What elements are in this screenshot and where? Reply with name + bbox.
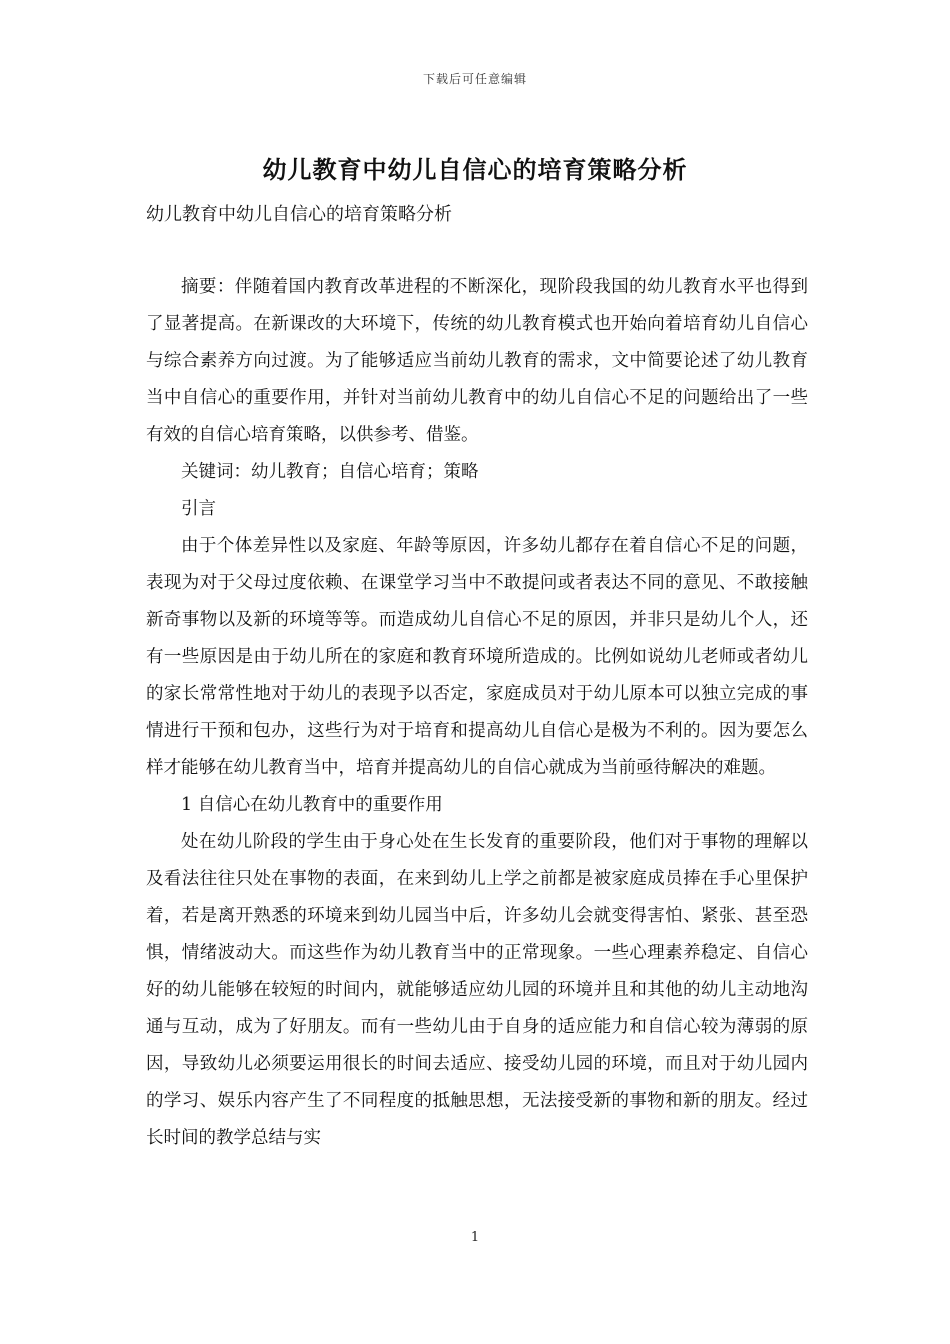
section-1-paragraph: 处在幼儿阶段的学生由于身心处在生长发育的重要阶段，他们对于事物的理解以及看法往往只处在事物的表面，在来到幼儿上学之前都是被家庭成员捧在手心里保护着，若是离开熟悉的环境来到幼儿园当中后，许多幼儿会就变得害怕、紧张、甚至恐惧，情绪波动大。而这些作为幼儿教育当中的正常现象。一些心理素养稳定、自信心好的幼儿能够在较短的时间内，就能够适应幼儿园的环境并且和其他的幼儿主动地沟通与互动，成为了好朋友。而有一些幼儿由于自身的适应能力和自信心较为薄弱的原因，导致幼儿必须要运用很长的时间去适应、接受幼儿园的环境，而且对于幼儿园内的学习、娱乐内容产生了不同程度的抵触思想，无法接受新的事物和新的朋友。经过长时间的教学总结与实 <box>146 832 808 1148</box>
introduction-heading: 引言 <box>181 499 216 519</box>
page-number: 1 <box>470 1230 480 1245</box>
abstract-paragraph: 摘要：伴随着国内教育改革进程的不断深化，现阶段我国的幼儿教育水平也得到了显著提高。在新课改的大环境下，传统的幼儿教育模式也开始向着培育幼儿自信心与综合素养方向过渡。为了能够适应当前幼儿教育的需求，文中简要论述了幼儿教育当中自信心的重要作用，并针对当前幼儿教育中的幼儿自信心不足的问题给出了一些有效的自信心培育策略，以供参考、借鉴。 <box>146 277 808 445</box>
section-1-heading: 1 自信心在幼儿教育中的重要作用 <box>181 795 443 815</box>
document-subtitle: 幼儿教育中幼儿自信心的培育策略分析 <box>146 204 452 225</box>
document-title: 幼儿教育中幼儿自信心的培育策略分析 <box>262 156 688 184</box>
header-note: 下载后可任意编辑 <box>422 72 527 86</box>
document-body <box>146 269 808 1157</box>
introduction-paragraph: 由于个体差异性以及家庭、年龄等原因，许多幼儿都存在着自信心不足的问题，表现为对于父母过度依赖、在课堂学习当中不敢提问或者表达不同的意见、不敢接触新奇事物以及新的环境等等。而造成幼儿自信心不足的原因，并非只是幼儿个人，还有一些原因是由于幼儿所在的家庭和教育环境所造成的。比例如说幼儿老师或者幼儿的家长常常性地对于幼儿的表现予以否定，家庭成员对于幼儿原本可以独立完成的事情进行干预和包办，这些行为对于培育和提高幼儿自信心是极为不利的。因为要怎么样才能够在幼儿教育当中，培育并提高幼儿的自信心就成为当前亟待解决的难题。 <box>146 536 808 778</box>
keywords-paragraph: 关键词：幼儿教育；自信心培育；策略 <box>181 462 479 482</box>
